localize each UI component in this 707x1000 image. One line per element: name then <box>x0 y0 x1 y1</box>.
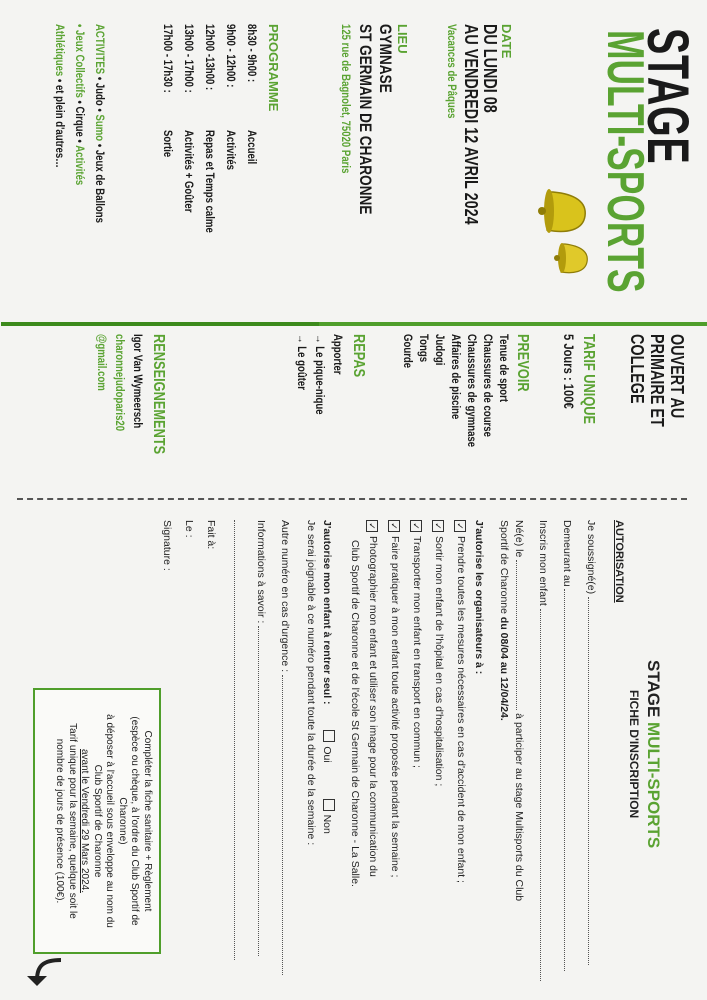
form-title <box>643 660 663 848</box>
tarif-heading: TARIF UNIQUE <box>580 334 597 425</box>
activites-text: • Judo • <box>93 76 107 115</box>
box-line: Compléter la fiche sanitaire + Règlement <box>142 730 153 912</box>
programme-time: 17h00 - 17h30 : <box>161 24 175 93</box>
contact-email: charonnejudoparis20 <box>113 334 127 432</box>
rentrer-label: J'autorise mon enfant à rentrer seul : <box>321 520 333 705</box>
box-line: (espèce ou chèque, à l'ordre du Club Sportif de <box>129 716 141 926</box>
soussigne-field[interactable] <box>585 520 599 965</box>
box-line: nombre de jours de présence (100€). <box>54 738 66 904</box>
box-line: à déposer à l'accueil sous enveloppe au nom du <box>104 714 116 928</box>
activites-text: • Cirque • <box>73 97 87 146</box>
box-line: avant le Vendredi 29 Mars 2024. <box>79 749 91 893</box>
activites-line3 <box>53 24 67 168</box>
demeurant-field[interactable] <box>561 520 575 971</box>
date-heading: DATE <box>499 24 514 59</box>
sportif-dates: du 08/04 au 12/04/24. <box>498 616 510 721</box>
signature-field[interactable]: Signature : <box>161 520 173 571</box>
infos-field[interactable] <box>255 520 269 956</box>
lieu-address: 125 rue de Bagnolet, 75020 Paris <box>339 24 353 174</box>
lieu-line1: GYMNASE <box>376 24 395 93</box>
programme-time: 8h30 - 9h00 : <box>245 24 259 83</box>
autorise-item[interactable] <box>366 520 379 877</box>
activites-text: • Jeux de Ballons <box>93 141 107 223</box>
ouvert-line1: OUVERT AU <box>667 334 687 419</box>
bell-icon <box>537 180 597 242</box>
green-separator <box>1 322 319 326</box>
programme-time: 9h00 - 12h00 : <box>224 24 238 88</box>
programme-time: 12h00 -13h00 : <box>203 24 217 91</box>
ouvert-line2: PRIMAIRE ET <box>647 334 667 427</box>
checked-checkbox-icon[interactable]: ✓ <box>454 520 466 532</box>
autorise-text: Prendre toutes les mesures nécessaires en cas d'accident de mon enfant ; <box>455 536 467 883</box>
form-title-stage: STAGE <box>644 660 663 723</box>
autorise-text: Photographier mon enfant et utiliser son image pour la communication du <box>367 536 379 877</box>
activites-line2 <box>73 24 87 185</box>
checked-checkbox-icon[interactable]: ✓ <box>388 520 400 532</box>
date-line2: AU VENDREDI 12 AVRIL 2024 <box>461 24 481 225</box>
prevoir-item: Tenue de sport <box>497 334 511 403</box>
prevoir-item: Chaussures de gymnase <box>465 334 479 448</box>
autorise-text: Transporter mon enfant en transport en commun ; <box>411 536 423 768</box>
green-separator <box>317 322 707 326</box>
fait-field[interactable]: Fait à: <box>205 520 217 550</box>
stage-title: STAGE <box>635 28 700 165</box>
prevoir-heading: PREVOIR <box>514 334 531 392</box>
programme-activity: Sortie <box>161 130 175 158</box>
autorise-text: Faire pratiquer à mon enfant toute activité proposée pendant la semaine ; <box>389 536 401 878</box>
autorisation-heading: AUTORISATION <box>613 520 625 603</box>
contact-name: Igor Van Wymeersch <box>131 334 145 429</box>
multisports-title: MULTI-SPORTS <box>596 30 654 293</box>
activites-text: • Jeux Collectifs <box>73 24 87 98</box>
autorise-cont: Club Sportif de Charonne et de l'école St Germain de Charonne - La Salle. <box>349 540 361 887</box>
prevoir-item: Judogi <box>433 334 447 366</box>
ne-label: Né(e) le <box>513 520 525 561</box>
soussigne-label: Je soussigné(e) <box>585 520 597 598</box>
autorise-item[interactable] <box>410 520 423 768</box>
rentrer-line <box>321 520 335 834</box>
programme-activity: Repas et Temps calme <box>203 130 217 233</box>
oui-label: Oui <box>321 746 333 763</box>
checked-checkbox-icon[interactable]: ✓ <box>432 520 444 532</box>
oui-checkbox[interactable] <box>323 730 335 742</box>
autorise-heading: J'autorise les organisateurs à : <box>473 520 485 675</box>
inscris-label: Inscris mon enfant <box>537 520 549 609</box>
repas-heading: REPAS <box>350 334 367 378</box>
naissance-field[interactable] <box>513 520 527 901</box>
programme-activity: Activités + Goûter <box>182 130 196 213</box>
programme-heading: PROGRAMME <box>266 24 281 112</box>
contact-email: @gmail.com <box>95 334 109 391</box>
demeurant-label: Demeurant au <box>561 520 573 590</box>
urgence-label: Autre numéro en cas d'urgence : <box>279 520 291 675</box>
date-note: Vacances de Pâques <box>445 24 459 119</box>
le-field[interactable]: Le : <box>183 520 195 538</box>
form-title-multi: MULTI-SPORTS <box>644 722 663 849</box>
instructions-box <box>33 688 161 954</box>
participer-label: à participer au stage Multisports du Club <box>513 710 525 902</box>
activites-text: • et plein d'autres… <box>53 76 67 168</box>
autorise-item[interactable] <box>432 520 445 786</box>
activites-text: Athlétiques <box>53 24 67 77</box>
activites-heading: ACTIVITES <box>93 24 107 75</box>
activites-line1 <box>93 24 107 223</box>
bell-icon <box>553 238 597 278</box>
ouvert-line3: COLLEGE <box>627 334 647 404</box>
tarif-value: 5 Jours : 100€ <box>561 334 577 409</box>
renseignements-heading: RENSEIGNEMENTS <box>150 334 167 455</box>
lieu-heading: LIEU <box>395 24 410 54</box>
autorise-item[interactable] <box>454 520 467 883</box>
box-line: Tarif unique pour la semaine, quelque soit le <box>67 723 78 919</box>
box-line: Club Sportif de Charonne <box>92 764 103 878</box>
lieu-line2: ST GERMAIN DE CHARONNE <box>356 24 375 215</box>
sportif-line <box>498 520 510 721</box>
infos-extra[interactable] <box>231 520 245 960</box>
joignable-field[interactable] <box>305 520 317 845</box>
checked-checkbox-icon[interactable]: ✓ <box>366 520 378 532</box>
programme-activity: Activités <box>224 130 238 171</box>
prevoir-item: Chaussures de course <box>481 334 495 437</box>
sportif-label: Sportif de Charonne <box>498 520 510 617</box>
inscris-field[interactable] <box>537 520 551 981</box>
joignable-label: Je serai joignable à ce numéro pendant toute la durée de la semaine : <box>305 520 317 846</box>
non-checkbox[interactable] <box>323 799 335 811</box>
infos-label: Informations à savoir : <box>255 520 267 627</box>
date-line1: DU LUNDI 08 <box>480 24 500 113</box>
prevoir-item: Gourde <box>401 334 415 369</box>
prevoir-item: Tongs <box>417 334 431 363</box>
form-subtitle: FICHE D'INSCRIPTION <box>627 690 641 819</box>
programme-activity: Accueil <box>245 130 259 165</box>
checked-checkbox-icon[interactable]: ✓ <box>410 520 422 532</box>
box-line: Charonne) <box>117 797 128 845</box>
prevoir-item: Affaires de piscine <box>449 334 463 420</box>
autorise-text: Sortir mon enfant de l'hôpital en cas d'hospitalisation ; <box>433 536 445 787</box>
urgence-field[interactable] <box>279 520 293 975</box>
registration-form <box>0 500 707 1000</box>
repas-item: → Le goûter <box>295 334 309 391</box>
info-column <box>0 330 707 498</box>
programme-time: 13h00 - 17h00 : <box>182 24 196 93</box>
non-label: Non <box>321 814 333 834</box>
turn-arrow-icon <box>27 952 67 992</box>
autorise-item[interactable] <box>388 520 401 877</box>
repas-item: → Le pique-nique <box>313 334 327 415</box>
activites-text: Activités <box>73 145 87 186</box>
repas-sub: Apporter <box>331 334 345 375</box>
activites-text: Sumo <box>93 114 107 142</box>
